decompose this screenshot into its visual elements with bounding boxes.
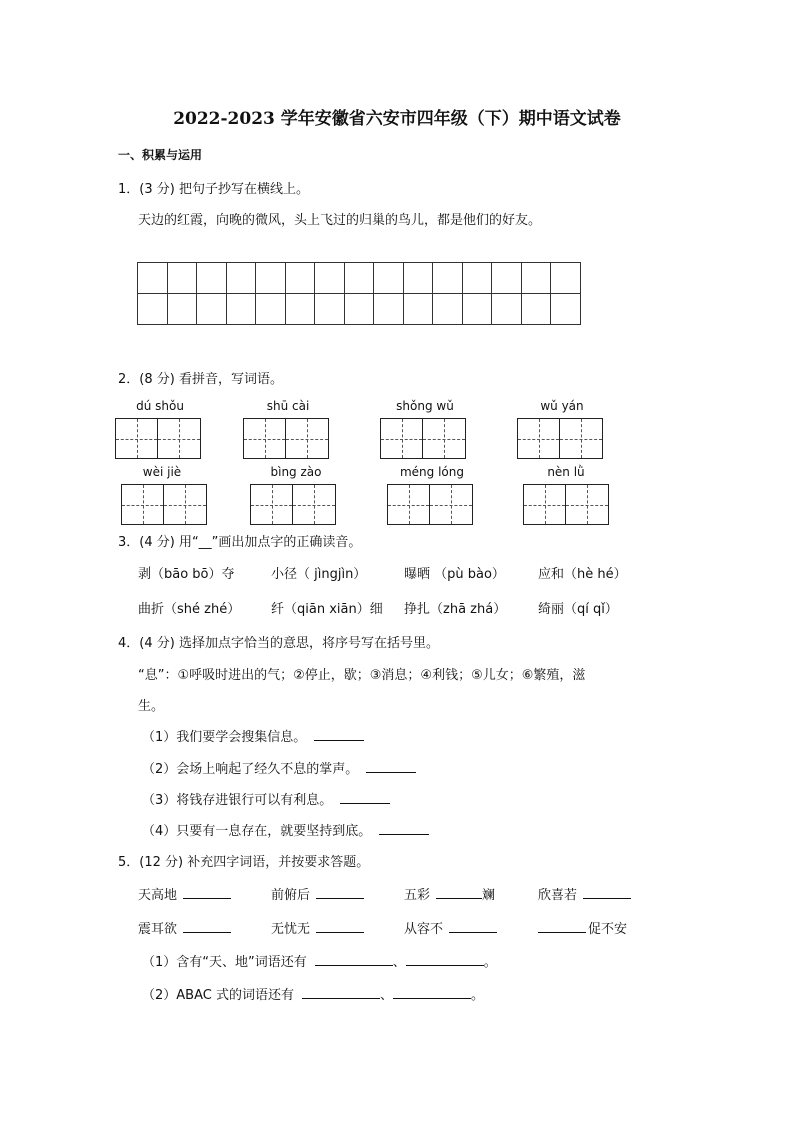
question-3-stem: 3．(4 分) 用“__”画出加点字的正确读音。 — [118, 535, 362, 550]
meaning-list: “息”：①呼吸时进出的气；②停止，歇；③消息；④利钱；⑤儿女；⑥繁殖，滋 — [138, 668, 586, 683]
answer-blank[interactable] — [316, 920, 364, 933]
reading-option[interactable]: 曲折（shé zhé） — [138, 602, 241, 617]
tianzige-box[interactable] — [387, 484, 473, 525]
answer-blank[interactable] — [449, 920, 497, 933]
idiom-prompt: 无忧无 — [271, 922, 311, 937]
tianzige-box[interactable] — [243, 418, 329, 459]
pinyin-label: wèi jiè — [142, 465, 182, 479]
idiom-prompt: 天高地 — [138, 888, 178, 903]
question-1-stem: 1．(3 分) 把句子抄写在横线上。 — [118, 182, 309, 197]
answer-blank[interactable] — [340, 791, 390, 804]
question-5-stem: 5．(12 分) 补充四字词语，并按要求答题。 — [118, 855, 370, 870]
reading-option[interactable]: 应和（hè hé） — [538, 567, 627, 582]
idiom-prompt: 促不安 — [588, 922, 628, 937]
idiom-prompt: 震耳欲 — [138, 922, 178, 937]
reading-option[interactable]: 绮丽（qí qǐ） — [538, 602, 618, 617]
idiom-suffix: 斓 — [482, 888, 496, 903]
answer-blank[interactable] — [314, 728, 364, 741]
reading-option[interactable]: 小径（ jìngjìn） — [271, 567, 367, 582]
separator: 、 — [392, 955, 406, 970]
question-1-sentence: 天边的红霞，向晚的微风，头上飞过的归巢的鸟儿，都是他们的好友。 — [138, 213, 542, 228]
sub-question: （2）会场上响起了经久不息的掌声。 — [142, 762, 359, 777]
idiom-prompt: 从容不 — [404, 922, 444, 937]
answer-blank[interactable] — [315, 953, 393, 966]
answer-blank[interactable] — [183, 920, 231, 933]
period: 。 — [483, 955, 497, 970]
tianzige-box[interactable] — [517, 418, 603, 459]
question-2-stem: 2．(8 分) 看拼音，写词语。 — [118, 372, 283, 387]
idiom-prompt: 前俯后 — [271, 888, 311, 903]
tianzige-box[interactable] — [115, 418, 201, 459]
idiom-prompt: 欣喜若 — [538, 888, 578, 903]
pinyin-label: bìng zào — [270, 465, 322, 479]
pinyin-label: méng lóng — [399, 465, 464, 479]
pinyin-label: wǔ yán — [540, 399, 584, 413]
pinyin-label: nèn lǜ — [547, 465, 585, 479]
tianzige-box[interactable] — [380, 418, 466, 459]
page-title: 2022-2023 学年安徽省六安市四年级（下）期中语文试卷 — [173, 109, 621, 129]
writing-grid[interactable] — [137, 262, 581, 325]
answer-blank[interactable] — [316, 886, 364, 899]
period: 。 — [470, 988, 484, 1003]
question-4-stem: 4．(4 分) 选择加点字恰当的意思，将序号写在括号里。 — [118, 636, 439, 651]
reading-option[interactable]: 挣扎（zhā zhá） — [404, 602, 507, 617]
reading-option[interactable]: 曝晒 （pù bào） — [404, 567, 505, 582]
pinyin-label: shū cài — [266, 399, 310, 413]
answer-blank[interactable] — [366, 760, 416, 773]
answer-blank[interactable] — [379, 822, 429, 835]
answer-blank[interactable] — [583, 886, 631, 899]
tianzige-box[interactable] — [523, 484, 609, 525]
reading-option[interactable]: 纤（qiān xiān）细 — [271, 602, 383, 617]
sub-question: （1）含有“天、地”词语还有 — [142, 955, 307, 970]
section-heading: 一、积累与运用 — [118, 148, 203, 162]
idiom-prompt: 五彩 — [404, 888, 431, 903]
sub-question: （4）只要有一息存在，就要坚持到底。 — [142, 824, 372, 839]
tianzige-box[interactable] — [250, 484, 336, 525]
answer-blank[interactable] — [183, 886, 231, 899]
sub-question: （1）我们要学会搜集信息。 — [142, 730, 307, 745]
answer-blank[interactable] — [538, 920, 586, 933]
meaning-list-cont: 生。 — [138, 699, 165, 714]
pinyin-label: shǒng wǔ — [396, 399, 454, 413]
separator: 、 — [379, 988, 393, 1003]
answer-blank[interactable] — [406, 953, 484, 966]
reading-option[interactable]: 剥（bāo bō）夺 — [138, 567, 235, 582]
answer-blank[interactable] — [436, 886, 482, 899]
answer-blank[interactable] — [302, 986, 380, 999]
answer-blank[interactable] — [393, 986, 471, 999]
tianzige-box[interactable] — [121, 484, 207, 525]
pinyin-label: dú shǒu — [136, 399, 184, 413]
sub-question: （2）ABAC 式的词语还有 — [142, 988, 294, 1003]
sub-question: （3）将钱存进银行可以有利息。 — [142, 793, 333, 808]
